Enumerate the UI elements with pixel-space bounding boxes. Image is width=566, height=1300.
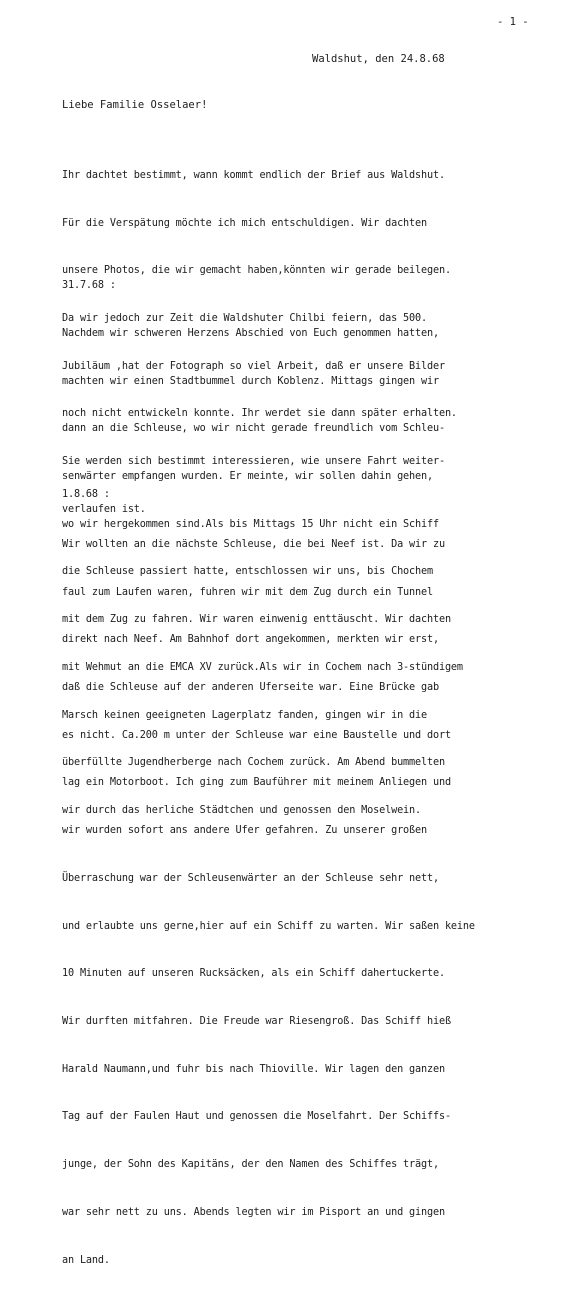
entry-date: 31.7.68 : bbox=[62, 280, 116, 291]
text-line: machten wir einen Stadtbummel durch Koblenz. Mittags gingen wir bbox=[62, 375, 439, 387]
text-line: war sehr nett zu uns. Abends legten wir im Pisport an und gingen bbox=[62, 1206, 445, 1218]
text-line: noch nicht entwickeln konnte. Ihr werdet sie dann später erhalten. bbox=[62, 408, 457, 420]
text-line: Harald Naumann,und fuhr bis nach Thioville. Wir lagen den ganzen bbox=[62, 1063, 445, 1075]
text-line: lag ein Motorboot. Ich ging zum Bauführer mit meinem Anliegen und bbox=[62, 777, 451, 789]
text-line: Nachdem wir schweren Herzens Abschied von Euch genommen hatten, bbox=[62, 327, 439, 339]
text-line: überfüllte Jugendherberge nach Cochem zurück. Am Abend bummelten bbox=[62, 757, 445, 769]
text-line: Tag auf der Faulen Haut und genossen die Moselfahrt. Der Schiffs- bbox=[62, 1111, 451, 1123]
text-line: junge, der Sohn des Kapitäns, der den Namen des Schiffes trägt, bbox=[62, 1159, 439, 1171]
text-line: die Schleuse passiert hatte, entschlossen wir uns, bis Chochem bbox=[62, 566, 433, 578]
entry-date: 1.8.68 : bbox=[62, 489, 110, 500]
text-line: und erlaubte uns gerne,hier auf ein Schiff zu warten. Wir saßen keine bbox=[62, 920, 475, 932]
text-line: Ihr dachtet bestimmt, wann kommt endlich der Brief aus Waldshut. bbox=[62, 169, 445, 181]
text-line: Sie werden sich bestimmt interessieren, wie unsere Fahrt weiter- bbox=[62, 456, 445, 468]
text-line: faul zum Laufen waren, fuhren wir mit dem Zug durch ein Tunnel bbox=[62, 586, 433, 598]
text-line: es nicht. Ca.200 m unter der Schleuse war eine Baustelle und dort bbox=[62, 729, 451, 741]
text-line: daß die Schleuse auf der anderen Uferseite war. Eine Brücke gab bbox=[62, 681, 439, 693]
text-line: mit dem Zug zu fahren. Wir waren einwenig enttäuscht. Wir dachten bbox=[62, 614, 451, 626]
text-line: dann an die Schleuse, wo wir nicht gerade freundlich vom Schleu- bbox=[62, 423, 445, 435]
greeting: Liebe Familie Osselaer! bbox=[62, 99, 208, 111]
text-line: 10 Minuten auf unseren Rucksäcken, als ein Schiff dahertuckerte. bbox=[62, 968, 445, 980]
place-date: Waldshut, den 24.8.68 bbox=[312, 53, 445, 65]
entry-paragraph bbox=[62, 505, 475, 1300]
text-line: Marsch keinen geeigneten Lagerplatz fanden, gingen wir in die bbox=[62, 709, 427, 721]
text-line: wir durch das herliche Städtchen und genossen den Moselwein. bbox=[62, 805, 422, 816]
text-line: Überraschung war der Schleusenwärter an der Schleuse sehr nett, bbox=[62, 872, 439, 884]
text-line: senwärter empfangen wurden. Er meinte, wir sollen dahin gehen, bbox=[62, 470, 433, 482]
text-line: Wir wollten an die nächste Schleuse, die bei Neef ist. Da wir zu bbox=[62, 538, 445, 550]
text-line: Wir durften mitfahren. Die Freude war Riesengroß. Das Schiff hieß bbox=[62, 1016, 451, 1027]
text-line: Für die Verspätung möchte ich mich entschuldigen. Wir dachten bbox=[62, 217, 427, 229]
text-line: mit Wehmut an die EMCA XV zurück.Als wir in Cochem nach 3-stündigem bbox=[62, 661, 463, 673]
text-line: wir wurden sofort ans andere Ufer gefahren. Zu unserer großen bbox=[62, 825, 427, 837]
text-line: unsere Photos, die wir gemacht haben,könnten wir gerade beilegen. bbox=[62, 265, 451, 277]
page-number: - 1 - bbox=[497, 16, 529, 28]
text-line: direkt nach Neef. Am Bahnhof dort angekommen, merkten wir erst, bbox=[62, 634, 439, 646]
text-line: an Land. bbox=[62, 1254, 110, 1266]
text-line: verlaufen ist. bbox=[62, 503, 146, 515]
text-line: Jubiläum ,hat der Fotograph so viel Arbeit, daß er unsere Bilder bbox=[62, 360, 445, 372]
text-line: Da wir jedoch zur Zeit die Waldshuter Chilbi feiern, das 500. bbox=[62, 312, 427, 324]
text-line: wo wir hergekommen sind.Als bis Mittags 15 Uhr nicht ein Schiff bbox=[62, 518, 439, 530]
